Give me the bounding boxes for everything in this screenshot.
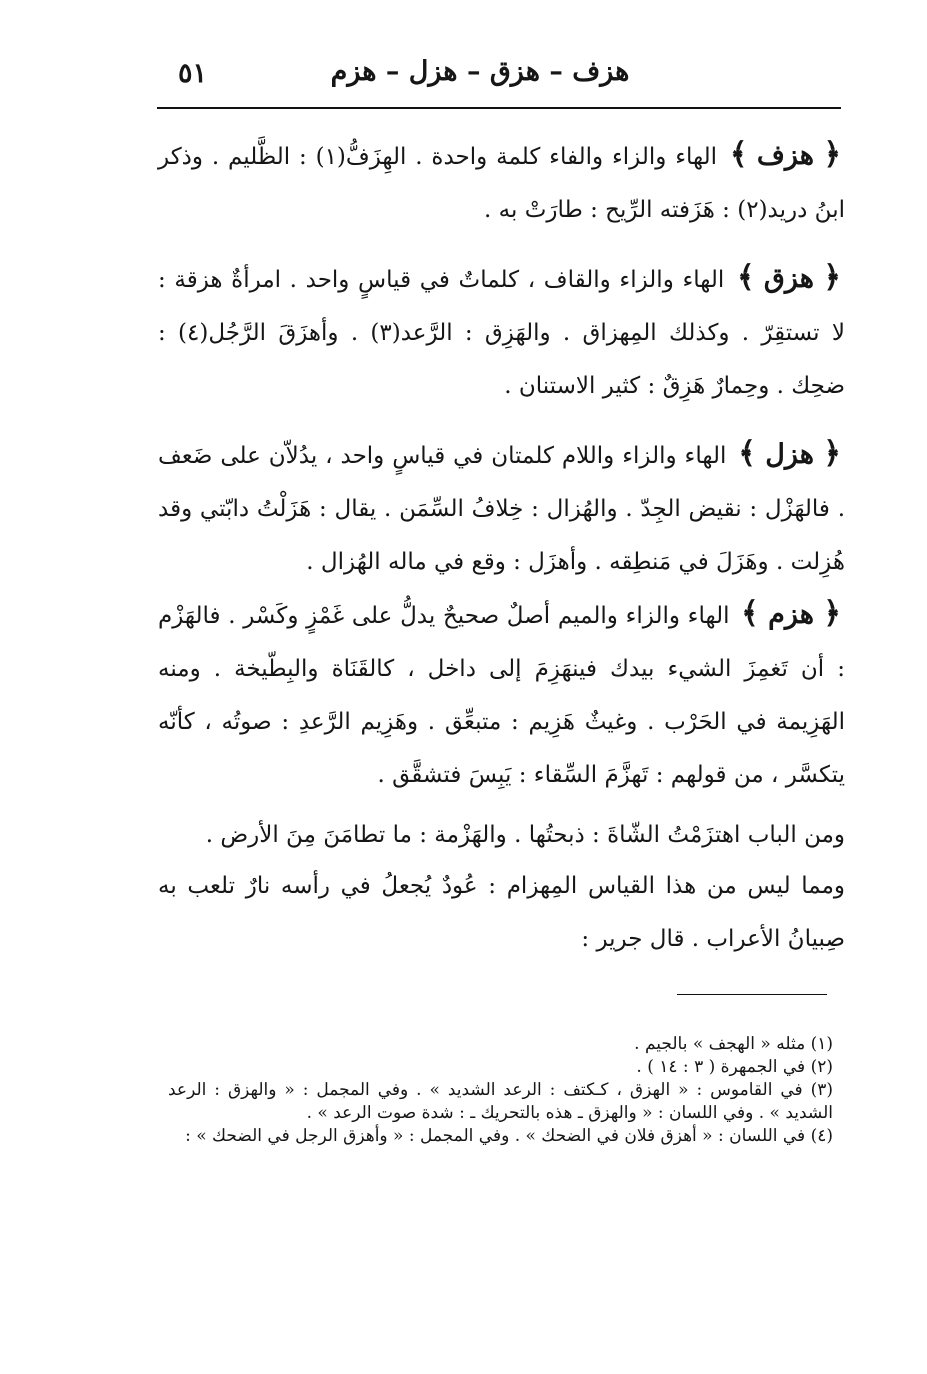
bracket-close: ﴾ xyxy=(729,137,748,172)
entry-text: ومما ليس من هذا القياس المِهزام : عُودٌ يُجعلُ في رأسه نارٌ تلعب به صِبيانُ الأعراب . قال جرير : xyxy=(158,873,845,952)
entry-text: ومن الباب اهتزَمْتُ الشّاةَ : ذبحتُها . والهَزْمة : ما تطامَنَ مِنَ الأرض . xyxy=(205,822,845,848)
footnote-1: (١) مثله « الهجف » بالجيم . xyxy=(634,1034,833,1054)
entry-hzq xyxy=(158,251,845,413)
headword-hzl xyxy=(734,427,845,481)
entry-hzf xyxy=(158,128,845,237)
headword-text: هزل xyxy=(765,439,815,470)
running-title: هزف – هزق – هزل – هزم xyxy=(330,56,630,87)
headword-text: هزم xyxy=(768,599,815,630)
footnotes xyxy=(168,1033,833,1148)
headword-hzm xyxy=(737,587,845,641)
bracket-open: ﴿ xyxy=(823,260,841,295)
entry-hzm-continued xyxy=(158,809,845,862)
bracket-open: ﴿ xyxy=(823,137,842,172)
entry-text: الهاء والزاء واللام كلمتان في قياسٍ واحد ، يدُلاّن على ضَعف . فالهَزْل : نقيض الجِدّ . والهُزال : خِلافُ السِّمَن . يقال : هَزَلْتُ دابّتي وقد هُزِلت . وهَزَلَ في مَنطِقه . وأهزَل : وقع في ماله الهُزال . xyxy=(158,443,845,575)
footnote-2: (٢) في الجمهرة ( ٣ : ١٤ ) . xyxy=(636,1057,833,1077)
bracket-open: ﴿ xyxy=(823,436,841,471)
headword-hzf xyxy=(726,128,845,182)
footnote-3: (٣) في القاموس : « الهزق ، كـكتف : الرعد الشديد » . وفي المجمل : « والهزق : الرعد الشديد » . وفي اللسان : « والهزق ـ هذه بالتحريك ـ : شدة صوت الرعد » . xyxy=(168,1080,833,1123)
headword-text: هزف xyxy=(756,140,815,171)
header-rule xyxy=(157,107,841,109)
bracket-close: ﴾ xyxy=(738,436,756,471)
footnote-4: (٤) في اللسان : « أهزق فلان في الضحك » . وفي المجمل : « وأهزق الرجل في الضحك » : xyxy=(185,1126,833,1146)
entry-text: الهاء والزاء والفاء كلمة واحدة . الهِزَفُّ(١) : الظَّليم . وذكر ابنُ دريد(٢) : هَزَفته الرِّيح : طارَتْ به . xyxy=(158,144,845,223)
headword-hzq xyxy=(733,251,845,305)
dictionary-body xyxy=(158,128,845,966)
page-number: ٥١ xyxy=(178,58,208,89)
bracket-open: ﴿ xyxy=(823,596,841,631)
entry-mihzam xyxy=(158,860,845,966)
footnote-rule xyxy=(677,994,827,995)
entry-text: الهاء والزاء والميم أصلٌ صحيحٌ يدلُّ على غَمْزٍ وكَسْر . فالهَزْم : أن تَغمِزَ الشيء بيدك فينهَزِمَ إلى داخل ، كالقَنَاة والبِطّيخة . ومنه الهَزِيمة في الحَرْب . وغيثٌ هَزِيم : متبعِّق . وهَزِيم الرَّعدِ : صوتُه ، كأنّه يتكسَّر ، من قولهم : تَهزَّمَ السِّقاء : يَبِسَ فتشقَّق . xyxy=(158,603,845,788)
headword-text: هزق xyxy=(763,263,815,294)
entry-hzl xyxy=(158,427,845,589)
entry-hzm xyxy=(158,587,845,802)
bracket-close: ﴾ xyxy=(736,260,755,295)
bracket-close: ﴾ xyxy=(741,596,759,631)
entry-text: الهاء والزاء والقاف ، كلماتٌ في قياسٍ واحد . امرأةٌ هزقة : لا تستقِرّ . وكذلك المِهزاق . والهَزِق : الرَّعد(٣) . وأهزَقَ الرَّجُل(٤) : ضحِك . وحِمارٌ هَزِقٌ : كثير الاستنان . xyxy=(158,267,845,399)
